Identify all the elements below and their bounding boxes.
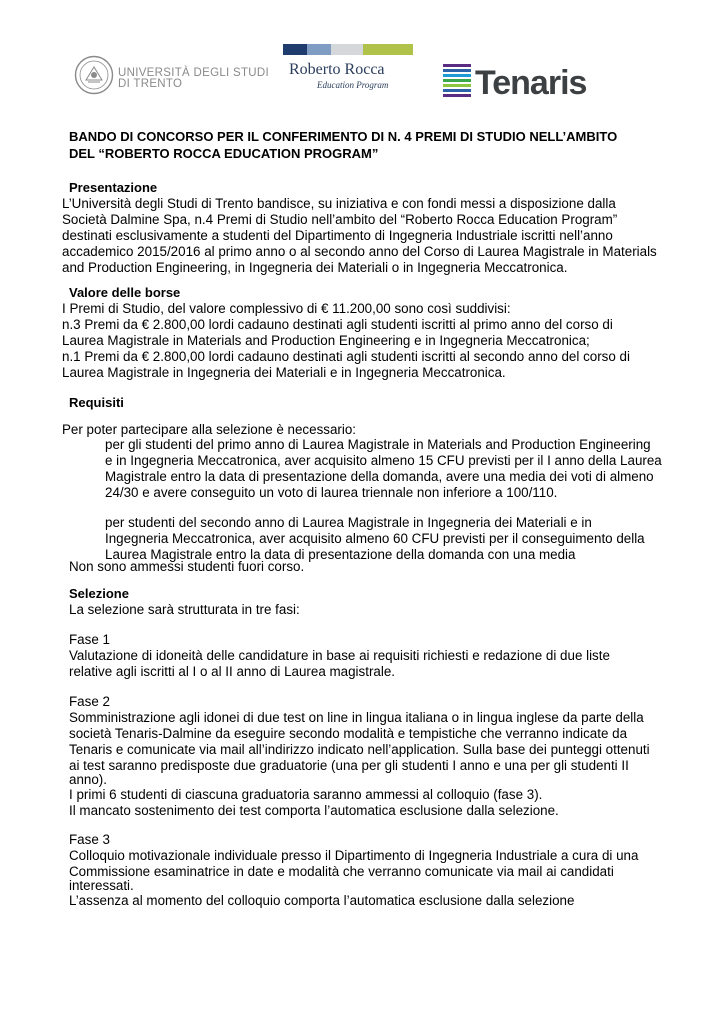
university-seal-logo [74, 55, 114, 95]
tenaris-stripes-logo [443, 64, 473, 100]
paragraph-line: Commissione esaminatrice in date e modalità che verranno comunicate via mail ai candidati [69, 864, 614, 879]
paragraph-line: ai test saranno predisposte due graduatorie (una per gli studenti I anno e una per gli studenti II [69, 758, 629, 773]
paragraph-line: Tenaris e comunicate via mail all’indirizzo indicato nell’application. Sulla base dei punteggi ottenuti [69, 742, 650, 757]
university-name-logo: UNIVERSITÀ DEGLI STUDI DI TRENTO [118, 67, 270, 90]
section-heading-selezione: Selezione [69, 586, 129, 601]
paragraph-line: Valutazione di idoneità delle candidature in base ai requisiti richiesti e redazione di due liste [69, 648, 610, 663]
paragraph-line: Laurea Magistrale in Ingegneria dei Materiali e in Ingegneria Meccatronica. [62, 365, 506, 380]
paragraph-line: La selezione sarà strutturata in tre fasi: [69, 602, 300, 617]
paragraph-line: Società Dalmine Spa, n.4 Premi di Studio nell’ambito del “Roberto Rocca Education Program” [62, 212, 618, 227]
paragraph-line: anno). [69, 772, 107, 787]
roberto-rocca-logo-name: Roberto Rocca [289, 61, 385, 78]
paragraph-line: Laurea Magistrale in Materials and Production Engineering e in Ingegneria Meccatronica; [62, 333, 590, 348]
paragraph-line: Il mancato sostenimento dei test comporta l’automatica esclusione dalla selezione. [69, 803, 559, 818]
paragraph-line: Somministrazione agli idonei di due test on line in lingua italiana o in lingua inglese da parte della [69, 710, 644, 725]
paragraph-line: n.1 Premi da € 2.800,00 lordi cadauno destinati agli studenti iscritti al secondo anno del corso di [62, 349, 630, 364]
paragraph-line: Colloquio motivazionale individuale presso il Dipartimento di Ingegneria Industriale a cura di una [69, 848, 639, 863]
paragraph-line: interessati. [69, 878, 134, 893]
paragraph-line: società Tenaris-Dalmine da eseguire secondo modalità e tempistiche che verranno indicate da [69, 726, 628, 741]
paragraph-line: L’assenza al momento del colloquio comporta l’automatica esclusione dalla selezione [69, 893, 575, 908]
paragraph-line: Per poter partecipare alla selezione è necessario: [62, 422, 357, 437]
bullet-item-line: Ingegneria Meccatronica, aver acquisito almeno 60 CFU previsti per il conseguimento della [105, 531, 645, 546]
title-line-1: BANDO DI CONCORSO PER IL CONFERIMENTO DI N. 4 PREMI DI STUDIO NELL’AMBITO [69, 129, 618, 144]
paragraph-line: relative agli iscritti al I o al II anno di Laurea magistrale. [69, 664, 395, 679]
bullet-item-line: Magistrale entro la data di presentazione della domanda, avere una media dei voti di almeno [105, 469, 654, 484]
bullet-item-line: e in Ingegneria Meccatronica, aver acquisito almeno 15 CFU previsti per il I anno della Laurea [105, 453, 662, 468]
tenaris-logo-name: Tenaris [475, 64, 587, 102]
phase-title: Fase 2 [69, 694, 110, 709]
section-heading-presentazione: Presentazione [69, 180, 158, 195]
paragraph-line: destinati esclusivamente a studenti del Dipartimento di Ingegneria Industriale iscritti nell’anno [62, 228, 613, 243]
title-line-2: DEL “ROBERTO ROCCA EDUCATION PROGRAM” [69, 146, 379, 161]
paragraph-line: accademico 2015/2016 al primo anno o al secondo anno del Corso di Laurea Magistrale in Materials [62, 244, 657, 259]
paragraph-line: n.3 Premi da € 2.800,00 lordi cadauno destinati agli studenti iscritti al primo anno del corso di [62, 317, 613, 332]
bullet-item-line: per gli studenti del primo anno di Laurea Magistrale in Materials and Production Engineering [105, 437, 651, 452]
roberto-rocca-logo-subtitle: Education Program [317, 80, 389, 90]
phase-title: Fase 3 [69, 832, 110, 847]
bullet-item-line: per studenti del secondo anno di Laurea Magistrale in Ingegneria dei Materiali e in [105, 515, 592, 530]
roberto-rocca-color-bars [283, 44, 413, 55]
paragraph-line: I primi 6 studenti di ciascuna graduatoria saranno ammessi al colloquio (fase 3). [69, 787, 543, 802]
section-heading-valore: Valore delle borse [69, 285, 181, 300]
bullet-item-line: 24/30 e avere conseguito un voto di laurea triennale non inferiore a 100/110. [105, 485, 558, 500]
phase-title: Fase 1 [69, 632, 110, 647]
paragraph-line: and Production Engineering, in Ingegneria dei Materiali o in Ingegneria Meccatronica. [62, 260, 568, 275]
section-heading-requisiti: Requisiti [69, 395, 124, 410]
bullet-item-line: Laurea Magistrale entro la data di presentazione della domanda con una media [105, 547, 576, 562]
paragraph-line: Non sono ammessi studenti fuori corso. [69, 559, 305, 574]
paragraph-line: I Premi di Studio, del valore complessivo di € 11.200,00 sono così suddivisi: [62, 301, 511, 316]
paragraph-line: L’Università degli Studi di Trento bandisce, su iniziativa e con fondi messi a disposizione dalla [62, 196, 616, 211]
